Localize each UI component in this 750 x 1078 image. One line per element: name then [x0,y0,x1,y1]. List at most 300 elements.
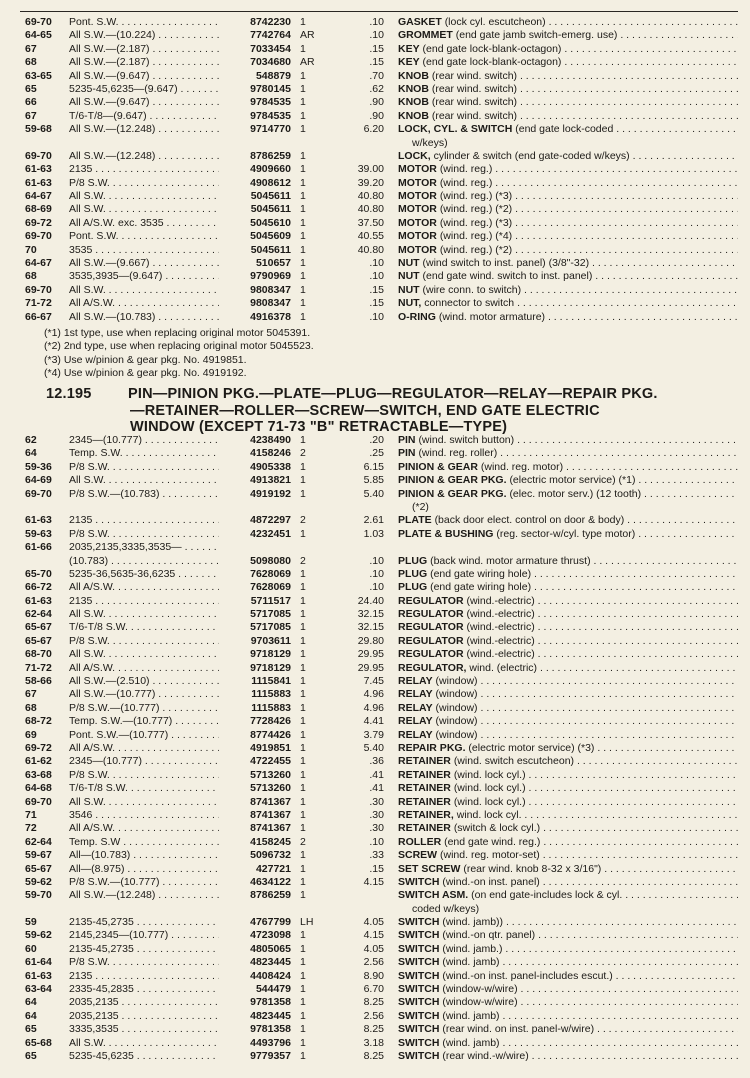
quantity: 1 [300,487,306,500]
leader-dots [500,1037,738,1049]
part-name: PINION & GEAR PKG. [398,487,507,500]
part-row [0,929,750,942]
part-detail: (wind. reg. motor-set) [440,849,540,862]
quantity: 1 [300,163,306,176]
price: .33 [369,849,384,862]
part-description [398,929,738,942]
part-row [0,956,750,969]
year-range: 67 [25,109,37,122]
leader-dots [601,863,738,875]
price: 29.95 [357,661,384,674]
year-range: 61-63 [25,514,52,527]
leader-dots [540,849,738,861]
model-applicability: 3546 . . . [69,809,219,822]
part-name: RELAY [398,701,433,714]
part-row [0,137,750,150]
price: .10 [369,270,384,283]
quantity: 1 [300,69,306,82]
model-applicability: P/8 S.W.—(10.777) . . . [69,876,219,889]
model-applicability: 2345—(10.777) . . . [69,755,219,768]
part-number: 7628069 [250,581,291,594]
model-applicability: All S.W.—(2.510) . . . [69,675,219,688]
part-description [398,150,738,163]
part-description [398,1023,738,1036]
part-row [0,635,750,648]
part-description [398,257,738,270]
part-name: NUT [398,257,420,270]
part-row [0,1010,750,1023]
part-row [0,217,750,230]
price: .15 [369,56,384,69]
quantity: 1 [300,203,306,216]
quantity: 1 [300,675,306,688]
year-range: 59-62 [25,929,52,942]
part-number: 7628069 [250,567,291,580]
part-name: ROLLER [398,835,442,848]
part-description [398,983,738,996]
part-row [0,903,750,916]
leader-dots [535,648,738,660]
part-description [398,297,738,310]
part-number: 8741367 [250,795,291,808]
part-number: 4905338 [250,460,291,473]
year-range: 59-62 [25,875,52,888]
part-number: 4916378 [250,310,291,323]
part-detail: (wind. reg.) (*4) [439,230,513,243]
heading-line-1: PIN—PINION PKG.—PLATE—PLUG—REGULATOR—RELAY—REPAIR PKG. [128,386,658,402]
quantity: 1 [300,942,306,955]
price: 40.55 [357,230,384,243]
leader-dots [478,688,738,700]
price: .41 [369,768,384,781]
quantity: 1 [300,849,306,862]
model-applicability: 2135-45,2735 . . . [69,916,219,929]
part-number: 5717085 [250,608,291,621]
part-description [398,702,738,715]
leader-dots [561,43,738,55]
quantity: 1 [300,216,306,229]
model-applicability: P/8 S.W. . . . [69,956,219,969]
price: .10 [369,835,384,848]
part-row [0,595,750,608]
part-detail: (end gate wind. switch to inst. panel) [422,270,593,283]
leader-dots [512,230,738,242]
quantity: 1 [300,581,306,594]
quantity: 2 [300,835,306,848]
part-row [0,150,750,163]
part-number: 4805065 [250,942,291,955]
part-name: SWITCH [398,996,440,1009]
part-number: 8786259 [250,149,291,162]
quantity: 1 [300,190,306,203]
model-applicability: P/8 S.W. . . . [69,461,219,474]
price: .10 [369,310,384,323]
quantity: 1 [300,808,306,821]
part-name: KNOB [398,96,429,109]
part-description [398,16,738,29]
price: .70 [369,69,384,82]
model-applicability: All—(8.975) . . . [69,863,219,876]
year-range: 69-70 [25,230,52,243]
price: 32.15 [357,621,384,634]
part-detail: (end gate wiring hole) [430,567,532,580]
year-range: 61-66 [25,541,52,554]
quantity: AR [300,29,315,42]
part-number: 5713260 [250,782,291,795]
leader-dots [546,16,738,28]
footnote: (*4) Use w/pinion & gear pkg. No. 4919192. [44,367,247,380]
leader-dots [526,769,738,781]
part-number: 9784535 [250,109,291,122]
part-detail: (wind. reg.) (*2) [439,203,513,216]
quantity: 1 [300,822,306,835]
part-name: KNOB [398,69,429,82]
year-range: 69-72 [25,741,52,754]
price: .62 [369,82,384,95]
part-detail: (wind. lock cyl.) [453,768,526,781]
part-number: 4872297 [250,514,291,527]
part-number: 9784535 [250,96,291,109]
part-description [398,970,738,983]
year-range: 64-65 [25,29,52,42]
price: 4.15 [363,929,384,942]
part-name: SWITCH [398,1023,440,1036]
quantity: AR [300,56,315,69]
model-applicability: 2135 . . . [69,163,219,176]
quantity: 1 [300,527,306,540]
price: .15 [369,862,384,875]
quantity: 1 [300,243,306,256]
part-row [0,447,750,460]
price: 2.61 [363,514,384,527]
part-row [0,1050,750,1063]
price: 5.85 [363,474,384,487]
part-name: NUT [398,270,420,283]
part-detail: (back door elect. control on door & body) [434,514,625,527]
year-range: 65-68 [25,1036,52,1049]
part-name: PINION & GEAR PKG. [398,474,507,487]
part-number: 8742230 [250,16,291,28]
part-detail: (rear wind. switch) [431,82,518,95]
part-description [398,836,738,849]
quantity: 1 [300,297,306,310]
part-row [0,501,750,514]
part-detail: (window) [435,715,478,728]
price: .10 [369,16,384,28]
quantity: 1 [300,594,306,607]
leader-dots [545,311,738,323]
price: 8.90 [363,969,384,982]
year-range: 69 [25,728,37,741]
price: 40.80 [357,243,384,256]
model-applicability: 2135 . . . [69,514,219,527]
part-description [398,514,738,527]
quantity: 1 [300,1023,306,1036]
price: 1.03 [363,527,384,540]
part-row [0,755,750,768]
part-description [398,742,738,755]
model-applicability: T/6-T/8 S.W. . . . [69,621,219,634]
section-heading [46,386,658,436]
model-applicability: P/8 S.W. . . . [69,635,219,648]
part-detail: (reg. sector-w/cyl. type motor) [496,527,636,540]
part-row [0,1023,750,1036]
part-row [0,621,750,634]
part-number: 5096732 [250,849,291,862]
part-number: 4232451 [250,527,291,540]
parts-list-upper [0,16,750,324]
leader-dots [521,284,738,296]
part-number: 8774426 [250,728,291,741]
year-range: 71 [25,808,37,821]
leader-dots [617,29,738,41]
price: 39.00 [357,163,384,176]
year-range: 66-67 [25,310,52,323]
model-applicability: All—(10.783) . . . [69,849,219,862]
year-range: 64 [25,996,37,1009]
model-applicability: All A/S.W. . . . [69,581,219,594]
part-name: REGULATOR, [398,661,467,674]
part-row [0,983,750,996]
part-name: PLUG [398,554,428,567]
year-range: 61-63 [25,163,52,176]
leader-dots [517,70,738,82]
year-range: 69-70 [25,149,52,162]
model-applicability: 3535,3935—(9.647) . . . [69,270,219,283]
model-applicability: All S.W.—(9.647) . . . [69,70,219,83]
price: 4.05 [363,916,384,929]
part-number: 4913821 [250,474,291,487]
year-range: 60 [25,942,37,955]
part-name: MOTOR [398,163,437,176]
leader-dots [512,203,738,215]
year-range: 65 [25,1023,37,1036]
part-name: RELAY [398,715,433,728]
model-applicability: 5235-45,6235 . . . [69,1050,219,1063]
part-name: SWITCH [398,1049,440,1062]
top-rule [20,11,738,12]
part-description-continued: w/keys) [412,136,448,149]
part-name: SWITCH [398,969,440,982]
model-applicability: 2335-45,2835 . . . [69,983,219,996]
part-number: 4919192 [250,487,291,500]
price: 4.96 [363,688,384,701]
part-row [0,297,750,310]
part-name: MOTOR [398,216,437,229]
part-name: SWITCH [398,956,440,969]
part-detail: wind. lock cyl. [456,808,522,821]
quantity: 1 [300,42,306,55]
model-applicability: All A/S.W. exc. 3535 . . . [69,217,219,230]
leader-dots [531,581,738,593]
part-number: 9808347 [250,283,291,296]
part-number: 9781358 [250,1023,291,1036]
part-description [398,662,738,675]
part-detail: (wire conn. to switch) [422,283,522,296]
part-number: 510657 [255,257,291,270]
quantity: 1 [300,755,306,768]
part-detail: (wind.-electric) [466,621,535,634]
model-applicability: All A/S.W. . . . [69,297,219,310]
part-number: 7728426 [250,715,291,728]
part-description [398,217,738,230]
part-detail: (rear wind. on inst. panel-w/wire) [442,1023,595,1036]
part-description [398,284,738,297]
leader-dots [492,177,738,189]
year-range: 68-72 [25,715,52,728]
part-name: KEY [398,56,420,69]
part-number: 5045610 [250,216,291,229]
part-number: 8741367 [250,822,291,835]
leader-dots [563,461,738,473]
part-description [398,190,738,203]
quantity: 1 [300,728,306,741]
part-number: 5045611 [250,203,291,216]
model-applicability: All S.W.—(12.248) . . . [69,150,219,163]
part-description [398,70,738,83]
leader-dots [492,163,738,175]
year-range: 63-65 [25,69,52,82]
part-number: 4493796 [250,1036,291,1049]
year-range: 61-63 [25,594,52,607]
footnote: (*2) 2nd type, use when replacing original motor 5045523. [44,340,314,353]
model-applicability: All S.W.—(2.187) . . . [69,56,219,69]
year-range: 61-63 [25,176,52,189]
part-number: 4908612 [250,176,291,189]
model-applicability: P/8 S.W. . . . [69,177,219,190]
year-range: 59 [25,916,37,929]
part-description [398,311,738,324]
part-name: PINION & GEAR [398,460,478,473]
part-name: SWITCH [398,983,440,996]
part-description [398,270,738,283]
leader-dots [622,889,738,901]
part-name: REGULATOR [398,634,464,647]
quantity: 1 [300,82,306,95]
part-row [0,29,750,42]
quantity: 1 [300,96,306,109]
model-applicability: 2135 . . . [69,970,219,983]
part-name: MOTOR [398,243,437,256]
part-name: PLATE [398,514,432,527]
price: .10 [369,567,384,580]
part-row [0,190,750,203]
leader-dots [497,447,738,459]
part-description [398,110,738,123]
part-description [398,177,738,190]
part-detail: (wind. reg. motor) [480,460,564,473]
model-applicability: All A/S.W. . . . [69,822,219,835]
quantity: 1 [300,875,306,888]
quantity: 1 [300,768,306,781]
part-number: 4723098 [250,929,291,942]
price: 24.40 [357,594,384,607]
quantity: 1 [300,230,306,243]
part-number: 548879 [255,69,291,82]
year-range: 61-63 [25,969,52,982]
part-name: LOCK, [398,149,431,162]
part-row [0,822,750,835]
part-name: RETAINER [398,755,451,768]
part-name: SET SCREW [398,862,461,875]
price: .10 [369,554,384,567]
leader-dots [526,796,738,808]
part-detail: (back wind. motor armature thrust) [430,554,591,567]
quantity: 2 [300,554,306,567]
part-name: PLUG [398,581,428,594]
price: 5.40 [363,487,384,500]
part-number: 4919851 [250,741,291,754]
part-detail: (elec. motor serv.) (12 tooth) [509,487,642,500]
part-description [398,648,738,661]
part-row [0,163,750,176]
part-detail: (rear wind. switch) [431,109,518,122]
quantity: 1 [300,123,306,136]
year-range: 64-67 [25,257,52,270]
part-detail: (on end gate-includes lock & cyl. [471,889,623,902]
year-range: 65-67 [25,862,52,875]
year-range: 68 [25,270,37,283]
part-number: 9779357 [250,1049,291,1062]
model-applicability: 2345—(10.777) . . . [69,434,219,447]
price: 4.96 [363,701,384,714]
leader-dots [503,916,738,928]
quantity: 1 [300,257,306,270]
part-description [398,447,738,460]
part-name: RETAINER, [398,808,454,821]
price: 7.45 [363,675,384,688]
price: .30 [369,808,384,821]
quantity: 1 [300,109,306,122]
parts-list-lower [0,434,750,1063]
part-detail: (wind. lock cyl.) [453,795,526,808]
part-detail: (window-w/wire) [442,983,518,996]
year-range: 69-70 [25,795,52,808]
part-row [0,729,750,742]
price: 32.15 [357,608,384,621]
part-detail: (window) [435,701,478,714]
leader-dots [535,621,738,633]
part-detail: (wind.-electric) [466,608,535,621]
part-description [398,528,738,541]
quantity: 1 [300,701,306,714]
quantity: 1 [300,608,306,621]
part-detail: (window-w/wire) [442,996,518,1009]
part-name: REGULATOR [398,608,464,621]
leader-dots [635,528,738,540]
part-detail: (rear wind. switch) [431,96,518,109]
part-detail: (wind. switch escutcheon) [453,755,575,768]
part-description [398,555,738,568]
part-row [0,96,750,109]
leader-dots [594,742,738,754]
section-number: 12.195 [46,386,92,402]
part-row [0,270,750,283]
quantity: 1 [300,460,306,473]
quantity: 1 [300,688,306,701]
part-name: REPAIR PKG. [398,741,466,754]
year-range: 61-64 [25,956,52,969]
price: .10 [369,581,384,594]
part-number: 5098080 [250,554,291,567]
part-description [398,1037,738,1050]
part-detail: (wind.-on inst. panel) [442,875,540,888]
leader-dots [594,1023,738,1035]
part-detail: wind. (electric) [469,661,538,674]
quantity: 1 [300,715,306,728]
part-row [0,849,750,862]
part-detail: (wind.-electric) [466,594,535,607]
